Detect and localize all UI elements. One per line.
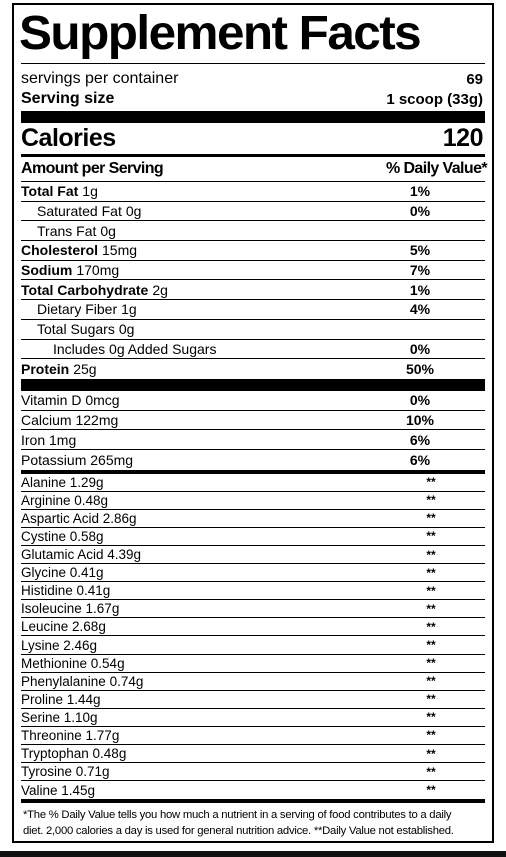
mineral-row-dv: 6% <box>409 431 431 448</box>
mineral-row-dv: 6% <box>409 451 431 468</box>
mineral-row <box>21 391 485 411</box>
nutrients-list <box>21 182 485 379</box>
amino-acid-row <box>21 763 485 781</box>
nutrient-amount: 1g <box>121 301 137 318</box>
nutrient-label <box>21 361 97 377</box>
nutrient-row <box>21 340 485 360</box>
nutrient-dv: 1% <box>409 183 431 200</box>
amino-acid-row <box>21 474 485 492</box>
amino-acid-row <box>21 510 485 528</box>
nutrient-label <box>21 262 119 278</box>
amino-acid-row <box>21 745 485 763</box>
amino-acid-row-dv: ** <box>426 475 436 490</box>
nutrient-row <box>21 261 485 281</box>
nutrient-name: Total Sugars <box>37 321 115 338</box>
amino-acid-row-dv: ** <box>426 746 436 761</box>
amino-acid-row <box>21 727 485 745</box>
amino-acid-row-name: Cystine 0.58g <box>21 528 104 544</box>
nutrient-amount: 2g <box>152 281 168 298</box>
amino-acid-row-name: Lysine 2.46g <box>21 637 98 653</box>
nutrient-amount: 25g <box>73 361 97 378</box>
amino-acid-row-dv: ** <box>426 728 436 743</box>
amino-acid-row-dv: ** <box>426 601 436 616</box>
amino-acid-row-dv: ** <box>426 656 436 671</box>
mineral-row-dv: 10% <box>405 411 435 428</box>
nutrient-amount: 15mg <box>102 242 138 259</box>
footnote <box>21 803 485 839</box>
nutrient-dv: 1% <box>409 281 431 298</box>
amount-per-serving-header <box>21 157 485 182</box>
amino-acid-row-dv: ** <box>426 493 436 508</box>
nutrient-name: Total Fat <box>21 183 79 200</box>
amino-acid-row-name: Histidine 0.41g <box>21 583 111 599</box>
amino-acid-row <box>21 600 485 618</box>
amino-acid-row-name: Aspartic Acid 2.86g <box>21 510 137 526</box>
amino-acid-row-name: Phenylalanine 0.74g <box>21 673 144 689</box>
serving-size-row <box>21 88 485 108</box>
nutrient-dv: 5% <box>409 242 431 259</box>
amino-acid-row-dv: ** <box>426 692 436 707</box>
nutrient-row <box>21 241 485 261</box>
amino-acid-row-name: Methionine 0.54g <box>21 655 125 671</box>
amino-acid-row <box>21 546 485 564</box>
supplement-facts-panel <box>12 3 494 843</box>
nutrient-row <box>21 182 485 202</box>
nutrient-name: Sodium <box>21 262 73 279</box>
amino-acid-row-dv: ** <box>426 619 436 634</box>
mineral-row <box>21 411 485 431</box>
amino-acid-row <box>21 618 485 636</box>
panel-title: Supplement Facts <box>19 7 421 60</box>
nutrient-dv: 0% <box>409 340 431 357</box>
amino-acid-row <box>21 673 485 691</box>
nutrient-label <box>37 301 137 317</box>
nutrient-label <box>21 282 168 298</box>
amino-acid-row-name: Valine 1.45g <box>21 782 96 798</box>
minerals-list <box>21 391 485 470</box>
amino-acid-row-name: Glutamic Acid 4.39g <box>21 547 142 563</box>
nutrient-dv: 7% <box>409 262 431 279</box>
daily-value-label: % Daily Value* <box>386 160 487 177</box>
nutrient-dv: 4% <box>409 301 431 318</box>
amino-acid-row-name: Arginine 0.48g <box>21 492 109 508</box>
mineral-row <box>21 430 485 450</box>
nutrient-name: Includes 0g Added Sugars <box>53 340 217 357</box>
nutrient-amount: 0g <box>100 222 116 239</box>
nutrient-row <box>21 221 485 241</box>
nutrient-label <box>53 341 220 357</box>
amino-acid-row-name: Proline 1.44g <box>21 691 101 707</box>
nutrient-row <box>21 320 485 340</box>
amino-acid-row <box>21 582 485 600</box>
amino-acid-row-name: Isoleucine 1.67g <box>21 601 120 617</box>
serving-size-label: Serving size <box>21 90 115 107</box>
nutrient-name: Saturated Fat <box>37 203 122 220</box>
calories-row <box>21 123 485 154</box>
nutrient-label <box>37 223 116 239</box>
nutrient-amount: 1g <box>82 183 98 200</box>
calories-label: Calories <box>21 124 116 152</box>
amino-acid-row <box>21 781 485 799</box>
calories-value: 120 <box>442 124 483 152</box>
amino-acid-row-dv: ** <box>426 529 436 544</box>
nutrient-row <box>21 359 485 379</box>
amino-acid-row-dv: ** <box>426 547 436 562</box>
nutrient-label <box>21 242 137 258</box>
divider <box>21 63 485 64</box>
mineral-row <box>21 450 485 470</box>
amino-acid-row-dv: ** <box>426 583 436 598</box>
amino-acid-row <box>21 564 485 582</box>
amino-acid-row <box>21 492 485 510</box>
amino-acid-row <box>21 709 485 727</box>
amino-acid-row <box>21 528 485 546</box>
amino-acid-row-name: Glycine 0.41g <box>21 565 104 581</box>
servings-value: 69 <box>466 71 483 88</box>
amino-acids-list <box>21 474 485 800</box>
amino-acid-row-dv: ** <box>426 511 436 526</box>
amino-acid-row <box>21 655 485 673</box>
amino-acid-row <box>21 691 485 709</box>
servings-per-container-row <box>21 68 485 88</box>
bottom-bar <box>0 851 506 857</box>
serving-size-value: 1 scoop (33g) <box>386 91 483 108</box>
amino-acid-row-name: Tyrosine 0.71g <box>21 764 110 780</box>
nutrient-amount: 0g <box>125 203 142 220</box>
nutrient-row <box>21 280 485 300</box>
amino-acid-row-dv: ** <box>426 710 436 725</box>
nutrient-dv: 0% <box>409 203 431 220</box>
amino-acid-row-name: Serine 1.10g <box>21 709 98 725</box>
amino-acid-row-name: Leucine 2.68g <box>21 619 106 635</box>
amino-acid-row-dv: ** <box>426 638 436 653</box>
nutrient-name: Cholesterol <box>21 242 99 259</box>
amount-per-serving-label: Amount per Serving <box>21 160 164 177</box>
nutrient-label <box>37 321 134 337</box>
mineral-row-name: Vitamin D 0mcg <box>21 392 120 409</box>
nutrient-label <box>37 203 141 219</box>
nutrient-name: Protein <box>21 361 70 378</box>
footnote-line: diet. 2,000 calories a day is used for general nutrition advice. **Daily Value not established. <box>23 825 454 838</box>
amino-acid-row-dv: ** <box>426 565 436 580</box>
mineral-row-name: Iron 1mg <box>21 431 77 448</box>
amino-acid-row <box>21 636 485 654</box>
mineral-row-dv: 0% <box>409 392 431 409</box>
footnote-line: *The % Daily Value tells you how much a nutrient in a serving of food contributes to a daily <box>23 809 452 822</box>
nutrient-name: Total Carbohydrate <box>21 281 149 298</box>
servings-label: servings per container <box>21 70 179 87</box>
amino-acid-row-name: Alanine 1.29g <box>21 474 104 490</box>
mineral-row-name: Potassium 265mg <box>21 451 134 468</box>
thick-divider <box>21 379 485 391</box>
nutrient-dv: 50% <box>405 361 435 378</box>
nutrient-row <box>21 202 485 222</box>
nutrient-row <box>21 300 485 320</box>
mineral-row-name: Calcium 122mg <box>21 411 119 428</box>
amino-acid-row-dv: ** <box>426 764 436 779</box>
amino-acid-row-name: Threonine 1.77g <box>21 727 120 743</box>
nutrient-name: Dietary Fiber <box>37 301 118 318</box>
nutrient-amount: 170mg <box>76 262 120 279</box>
amino-acid-row-dv: ** <box>426 783 436 798</box>
amino-acid-row-dv: ** <box>426 674 436 689</box>
nutrient-name: Trans Fat <box>37 222 97 239</box>
nutrient-label <box>21 183 98 199</box>
amino-acid-row-name: Tryptophan 0.48g <box>21 746 127 762</box>
thick-divider <box>21 111 485 123</box>
nutrient-amount: 0g <box>118 321 135 338</box>
